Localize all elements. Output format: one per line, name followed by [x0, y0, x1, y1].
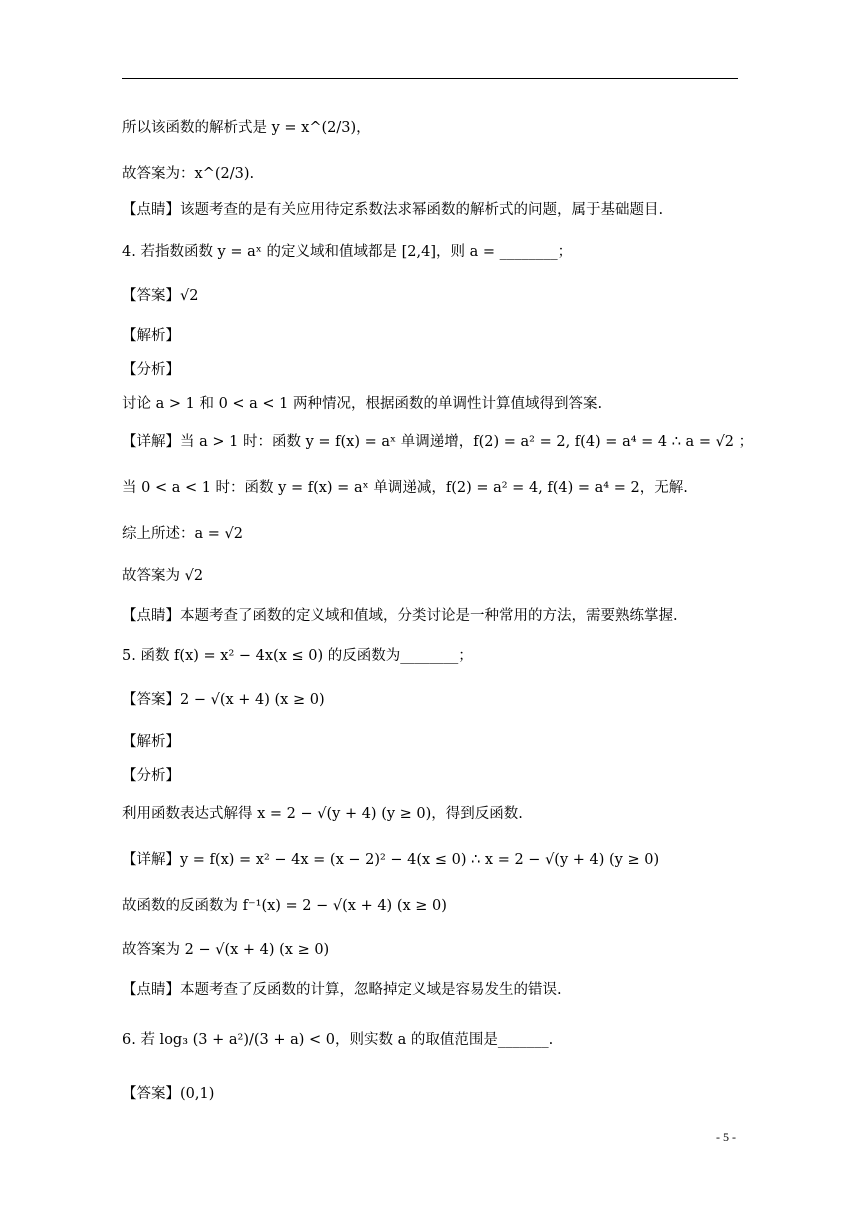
text-line: 4. 若指数函数 y = aˣ 的定义域和值域都是 [2,4]，则 a = ________；	[122, 244, 573, 260]
text-line: 【点睛】该题考查的是有关应用待定系数法求幂函数的解析式的问题，属于基础题目.	[122, 202, 664, 218]
text-line: 故答案为 √2	[122, 568, 204, 584]
text-line: 5. 函数 f(x) = x² − 4x(x ≤ 0) 的反函数为________；	[122, 648, 473, 664]
text-line: 当 0 < a < 1 时：函数 y = f(x) = aˣ 单调递减，f(2) = a² = 4, f(4) = a⁴ = 2，无解.	[122, 480, 688, 496]
text-line: 【分析】	[122, 768, 180, 784]
text-line: 利用函数表达式解得 x = 2 − √(y + 4) (y ≥ 0)，得到反函数.	[122, 806, 523, 822]
text-line: 综上所述：a = √2	[122, 526, 243, 542]
text-line: 讨论 a > 1 和 0 < a < 1 两种情况，根据函数的单调性计算值域得到答案.	[122, 396, 603, 412]
header-rule	[122, 78, 738, 79]
text-line: 【点睛】本题考查了函数的定义域和值域，分类讨论是一种常用的方法，需要熟练掌握.	[122, 608, 678, 624]
text-line: 【答案】2 − √(x + 4) (x ≥ 0)	[122, 692, 325, 708]
text-line: 所以该函数的解析式是 y = x^(2/3)，	[122, 120, 371, 136]
text-line: 【解析】	[122, 328, 180, 344]
text-line: 【答案】(0,1)	[122, 1086, 215, 1102]
text-line: 【详解】y = f(x) = x² − 4x = (x − 2)² − 4(x ≤ 0) ∴ x = 2 − √(y + 4) (y ≥ 0)	[122, 852, 660, 868]
text-line: 故答案为：x^(2/3).	[122, 166, 255, 182]
text-line: 【分析】	[122, 362, 180, 378]
text-line: 【点睛】本题考查了反函数的计算，忽略掉定义域是容易发生的错误.	[122, 982, 562, 998]
page-number: - 5 -	[716, 1130, 736, 1144]
text-line: 6. 若 log₃ (3 + a²)/(3 + a) < 0，则实数 a 的取值范围是_______.	[122, 1032, 554, 1048]
text-line: 故答案为 2 − √(x + 4) (x ≥ 0)	[122, 942, 330, 958]
text-line: 故函数的反函数为 f⁻¹(x) = 2 − √(x + 4) (x ≥ 0)	[122, 898, 447, 914]
text-line: 【解析】	[122, 734, 180, 750]
text-line: 【详解】当 a > 1 时：函数 y = f(x) = aˣ 单调递增，f(2) = a² = 2, f(4) = a⁴ = 4 ∴ a = √2 ；	[122, 434, 754, 450]
text-line: 【答案】√2	[122, 288, 199, 304]
